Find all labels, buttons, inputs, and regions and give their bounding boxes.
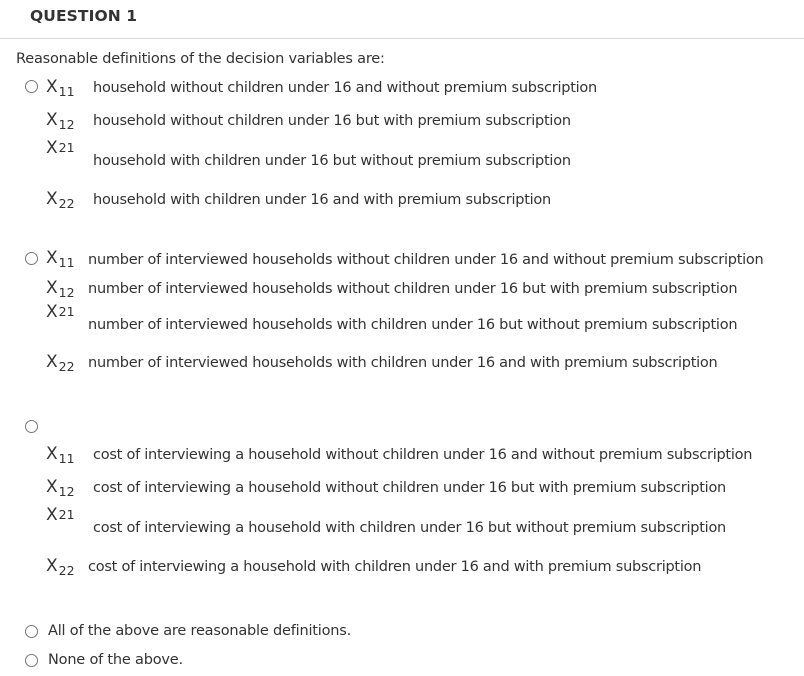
option-2-def-x21: number of interviewed households with children under 16 but without premium subscription — [88, 317, 738, 333]
option-1-def-x21: household with children under 16 but without premium subscription — [93, 153, 571, 169]
option-3-radio[interactable] — [25, 420, 38, 433]
option-2-def-x11: number of interviewed households without children under 16 and without premium subscription — [88, 252, 764, 268]
option-3-def-x12: cost of interviewing a household without children under 16 but with premium subscription — [93, 480, 726, 496]
option-3-var-x22: $X_{22}$ — [46, 556, 75, 578]
option-1-var-x21: X21 — [46, 138, 75, 158]
option-1-radio[interactable] — [25, 80, 38, 93]
option-2-var-x22: $X_{22}$ — [46, 352, 75, 374]
option-3-var-x21: X21 — [46, 505, 75, 525]
option-1-var-x22: $X_{22}$ — [46, 189, 75, 211]
option-2-radio[interactable] — [25, 252, 38, 265]
option-3-var-x12: $X_{12}$ — [46, 477, 75, 499]
option-2-def-x12: number of interviewed households without children under 16 but with premium subscription — [88, 281, 738, 297]
option-1-def-x22: household with children under 16 and with premium subscription — [93, 192, 551, 208]
question-prompt: Reasonable definitions of the decision variables are: — [16, 51, 385, 67]
option-2-var-x21: X21 — [46, 302, 75, 322]
option-4-radio[interactable] — [25, 625, 38, 638]
option-1-def-x12: household without children under 16 but with premium subscription — [93, 113, 571, 129]
option-3-def-x21: cost of interviewing a household with children under 16 but without premium subscription — [93, 520, 726, 536]
option-2-def-x22: number of interviewed households with children under 16 and with premium subscription — [88, 355, 718, 371]
option-2-var-x12: $X_{12}$ — [46, 278, 75, 300]
option-4-label[interactable]: All of the above are reasonable definitions. — [48, 623, 352, 639]
option-5-radio[interactable] — [25, 654, 38, 667]
option-1-var-x11: $X_{11}$ — [46, 77, 75, 99]
option-3-def-x22: cost of interviewing a household with children under 16 and with premium subscription — [88, 559, 702, 575]
option-1-var-x12: $X_{12}$ — [46, 110, 75, 132]
option-1-def-x11: household without children under 16 and without premium subscription — [93, 80, 597, 96]
question-title: QUESTION 1 — [30, 7, 138, 25]
option-5-label[interactable]: None of the above. — [48, 652, 183, 668]
title-divider — [0, 38, 804, 39]
option-3-var-x11: $X_{11}$ — [46, 444, 75, 466]
option-2-var-x11: $X_{11}$ — [46, 248, 75, 270]
option-3-def-x11: cost of interviewing a household without children under 16 and without premium subscription — [93, 447, 753, 463]
